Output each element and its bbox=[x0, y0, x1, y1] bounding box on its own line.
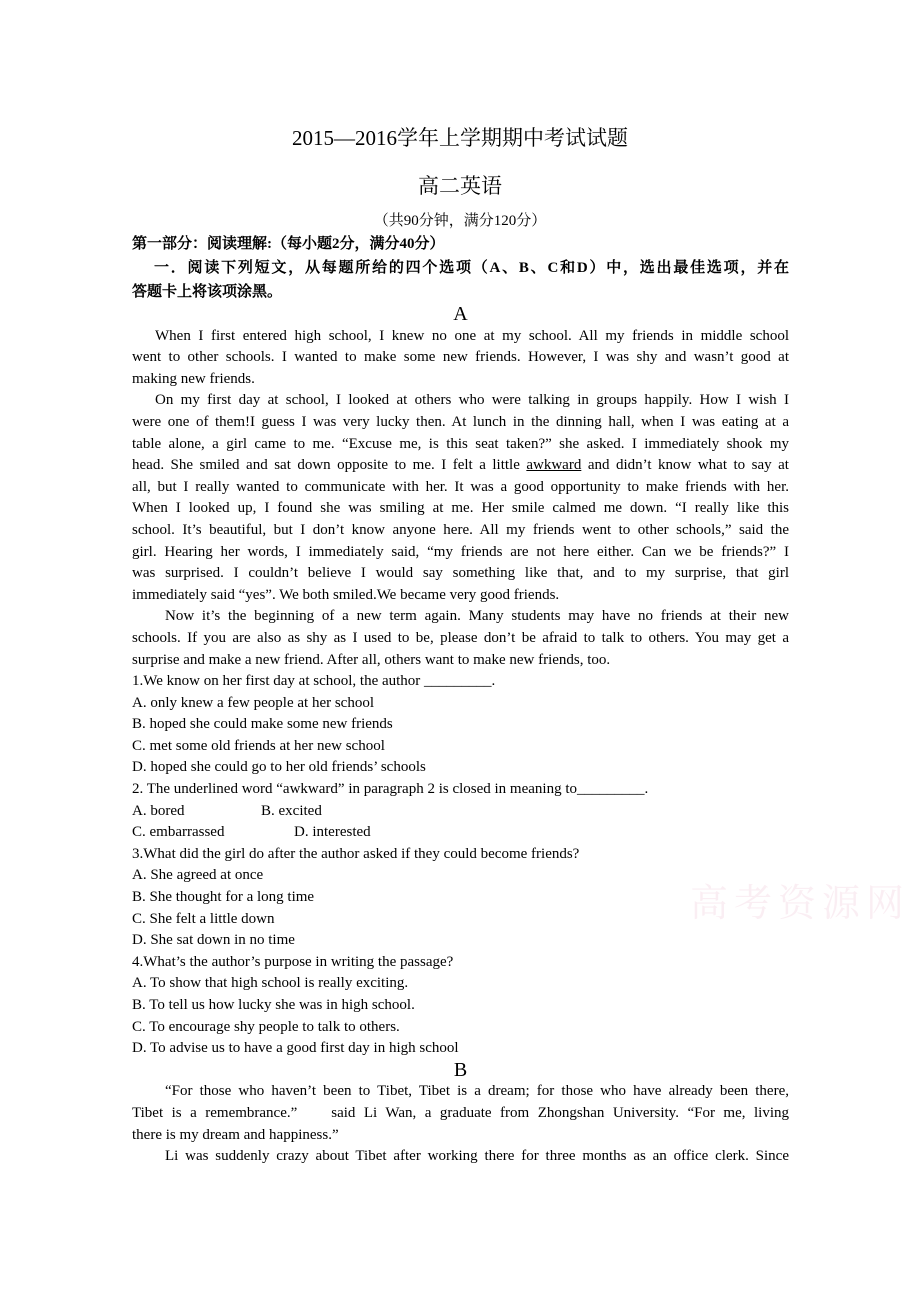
option-d: D. To advise us to have a good first day in high school bbox=[132, 1040, 459, 1057]
text-segment: head. She smiled and sat down opposite to me. I felt a little bbox=[132, 457, 527, 474]
text-line: When I looked up, I found she was smiling at me. Her smile calmed me down. “I really like this bbox=[132, 500, 789, 517]
passage-a-heading: A bbox=[453, 303, 468, 325]
question-stem: 3.What did the girl do after the author asked if they could become friends? bbox=[132, 845, 580, 862]
option-a: A. She agreed at once bbox=[132, 867, 264, 884]
text-line: went to other schools. I wanted to make some new friends. However, I was shy and wasn’t good at bbox=[132, 349, 789, 366]
option-row bbox=[132, 801, 789, 823]
text-line: Li was suddenly crazy about Tibet after working there for three months as an office clerk. Since bbox=[165, 1148, 789, 1165]
text-line: Now it’s the beginning of a new term again. Many students may have no friends at their new bbox=[165, 608, 789, 625]
text-line: table alone, a girl came to me. “Excuse me, is this seat taken?” she asked. I immediately shook my bbox=[132, 435, 789, 452]
text-line: surprise and make a new friend. After all, others want to make new friends, too. bbox=[132, 651, 611, 668]
option-b: B. hoped she could make some new friends bbox=[132, 716, 393, 733]
question-4 bbox=[132, 952, 789, 1060]
text-line: all, but I really wanted to communicate with her. It was a good opportunity to make friends with her. bbox=[132, 478, 789, 495]
option-b: B. To tell us how lucky she was in high school. bbox=[132, 997, 415, 1013]
text-line: school. It’s beautiful, but I don’t know anyone here. All my friends went to other schools,” said the bbox=[132, 521, 789, 538]
option-d: D. She sat down in no time bbox=[132, 932, 295, 949]
option-c: C. met some old friends at her new school bbox=[132, 737, 385, 754]
text-line: When I first entered high school, I knew no one at my school. All my friends in middle school bbox=[155, 327, 789, 344]
option-b: B. excited bbox=[261, 802, 322, 819]
question-1 bbox=[132, 671, 789, 779]
question-stem: 2. The underlined word “awkward” in paragraph 2 is closed in meaning to_________. bbox=[132, 781, 649, 798]
text-line: “For those who haven’t been to Tibet, Tibet is a dream; for those who have already been there, bbox=[165, 1083, 789, 1100]
option-a: A. bored bbox=[132, 802, 185, 819]
exam-title: 2015—2016学年上学期期中考试试题 bbox=[292, 126, 628, 150]
option-a: A. To show that high school is really exciting. bbox=[132, 975, 409, 992]
passage-b-paragraph-2 bbox=[132, 1146, 789, 1168]
exam-content bbox=[132, 304, 789, 1168]
option-a: A. only knew a few people at her school bbox=[132, 694, 375, 711]
text-line: making new friends. bbox=[132, 370, 255, 387]
text-line: schools. If you are also as shy as I used to be, please don’t be afraid to talk to others. You may get a bbox=[132, 629, 789, 646]
instruction-line: 答题卡上将该项涂黑。 bbox=[132, 284, 283, 300]
text-line: there is my dream and happiness.” bbox=[132, 1126, 339, 1143]
option-row bbox=[132, 822, 789, 844]
text-line bbox=[132, 455, 789, 477]
text-line: was surprised. I couldn’t believe I would say something like that, and to my surprise, that girl bbox=[132, 565, 789, 582]
section-instruction bbox=[132, 256, 789, 304]
underlined-word: awkward bbox=[526, 457, 582, 474]
passage-a-paragraph-2 bbox=[132, 390, 789, 606]
option-b: B. She thought for a long time bbox=[132, 889, 315, 906]
text-line: were one of them!I guess I was very lucky then. At lunch in the dinning hall, when I was eating at a bbox=[132, 413, 789, 430]
option-d: D. interested bbox=[294, 824, 371, 841]
text-line: girl. Hearing her words, I immediately said, “my friends are not here either. Can we be friends?” I bbox=[132, 543, 789, 560]
question-stem: 1.We know on her first day at school, the author _________. bbox=[132, 673, 496, 690]
option-c: C. She felt a little down bbox=[132, 910, 275, 927]
instruction-line: 一．阅读下列短文，从每题所给的四个选项（A、B、C和D）中，选出最佳选项，并在 bbox=[154, 260, 789, 276]
text-line: On my first day at school, I looked at others who were talking in groups happily. How I wish I bbox=[155, 392, 789, 409]
passage-b-paragraph-1 bbox=[132, 1081, 789, 1146]
passage-a-paragraph-1 bbox=[132, 326, 789, 391]
option-c: C. To encourage shy people to talk to others. bbox=[132, 1018, 400, 1035]
question-stem: 4.What’s the author’s purpose in writing the passage? bbox=[132, 953, 454, 970]
passage-b-heading: B bbox=[453, 1058, 468, 1081]
question-2 bbox=[132, 779, 789, 844]
option-d: D. hoped she could go to her old friends’ schools bbox=[132, 759, 426, 776]
part-heading: 第一部分：阅读理解:（每小题2分，满分40分） bbox=[132, 236, 445, 252]
option-c: C. embarrassed bbox=[132, 824, 225, 841]
text-segment: and didn’t know what to say at bbox=[581, 457, 789, 474]
text-line: Tibet is a remembrance.” said Li Wan, a graduate from Zhongshan University. “For me, living bbox=[132, 1104, 789, 1121]
subject-title: 高二英语 bbox=[418, 174, 502, 198]
text-line: immediately said “yes”. We both smiled.We became very good friends. bbox=[132, 586, 560, 603]
watermark-logo: 高考资源网 bbox=[690, 881, 911, 925]
passage-a-paragraph-3 bbox=[132, 606, 789, 671]
exam-duration-note: （共90分钟，满分120分） bbox=[373, 213, 547, 229]
